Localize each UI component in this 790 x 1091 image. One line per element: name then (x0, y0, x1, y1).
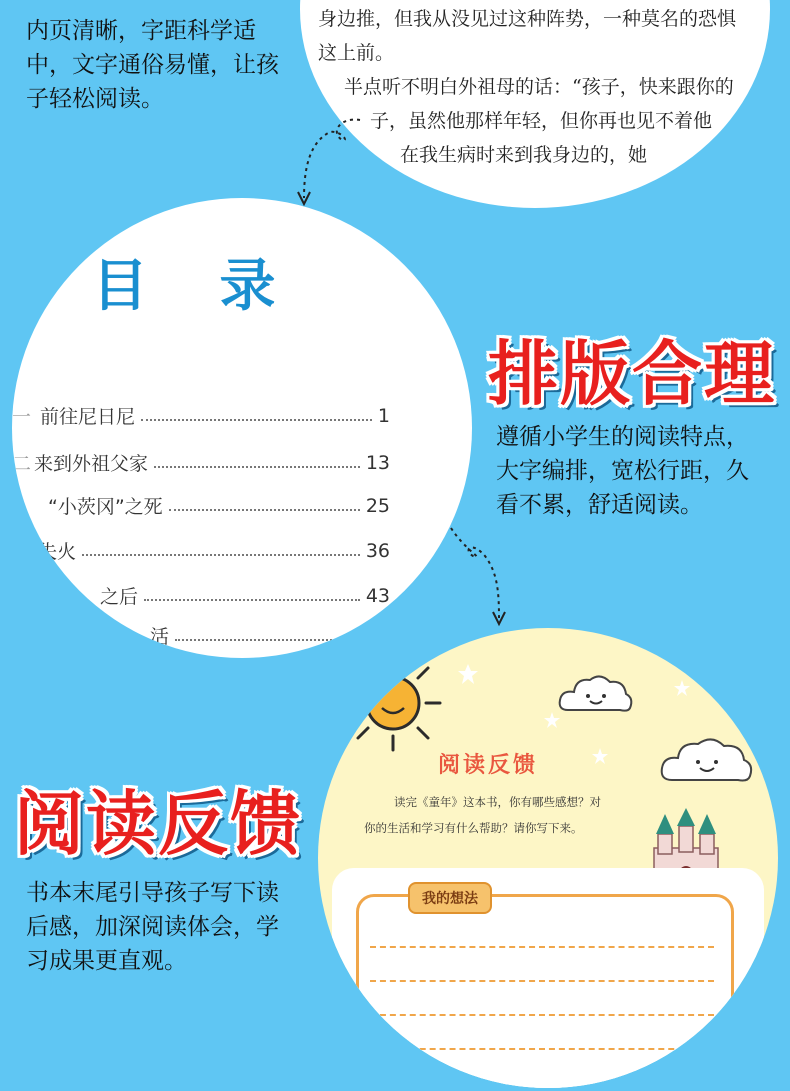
star-icon (544, 712, 560, 728)
toc-row (48, 492, 390, 519)
toc-label: 失火 (38, 541, 77, 563)
writing-line (370, 980, 714, 982)
toc-leader (169, 508, 360, 511)
toc-page: 13 (365, 451, 390, 474)
writing-line (370, 1048, 714, 1050)
sun-icon (338, 648, 448, 758)
story-line: 半点听不明白外祖母的话：“孩子，快来跟你的 (344, 76, 734, 98)
toc-circle (12, 198, 472, 658)
feedback-headline: 阅读反馈 (14, 783, 302, 865)
layout-description: 遵循小学生的阅读特点， 大字编排，宽松行距，久 看不累，舒适阅读。 (496, 424, 749, 518)
toc-title: 目 录 (92, 254, 302, 319)
toc-label: 来到外祖父家 (34, 453, 149, 475)
feedback-prompt: 读完《童年》这本书，你有哪些感想？对 (394, 795, 601, 809)
toc-row (150, 622, 350, 649)
toc-leader (82, 553, 360, 556)
toc-page: 25 (365, 494, 390, 517)
feedback-page-title: 阅读反馈 (438, 753, 539, 778)
story-line: 子，虽然他那样年轻，但你再也见不着他 (370, 110, 713, 132)
toc-leader (154, 465, 360, 468)
toc-prefix: 一 (12, 406, 32, 428)
toc-page: 36 (365, 539, 390, 562)
feedback-page-circle (318, 628, 778, 1088)
toc-label: 前往尼日尼 (40, 406, 136, 428)
toc-row (100, 582, 390, 609)
writing-box (356, 894, 734, 1088)
story-line: 身边推，但我从没见过这种阵势，一种莫名的恐惧 (318, 8, 737, 30)
my-thoughts-tag: 我的想法 (408, 882, 492, 914)
toc-label: 活 (150, 626, 170, 648)
intro-text: 内页清晰，字距科学适 中，文字通俗易懂，让孩 子轻松阅读。 (26, 18, 279, 112)
toc-prefix: 二 (12, 453, 32, 475)
cloud-icon (556, 668, 636, 718)
toc-leader (144, 598, 360, 601)
story-line: 这上前。 (318, 42, 395, 64)
star-icon (674, 680, 690, 696)
toc-label: “小茨冈”之死 (48, 496, 163, 518)
feedback-prompt: 你的生活和学习有什么帮助？请你写下来。 (364, 821, 583, 835)
story-line: 在我生病时来到我身边的，她 (400, 144, 648, 166)
cloud-icon (658, 730, 758, 790)
toc-page: 43 (365, 584, 390, 607)
toc-leader (175, 638, 344, 641)
toc-page: 1 (377, 404, 390, 427)
writing-line (370, 946, 714, 948)
star-icon (592, 748, 608, 764)
dotted-arrow-2 (445, 520, 525, 630)
toc-leader (141, 418, 372, 421)
feedback-description: 书本末尾引导孩子写下读 后感，加深阅读体会，学 习成果更直观。 (26, 880, 279, 974)
star-icon (458, 664, 478, 684)
toc-row (12, 402, 390, 429)
toc-row (38, 537, 390, 564)
toc-row (12, 449, 390, 476)
toc-label: 之后 (100, 586, 139, 608)
dotted-arrow-1 (290, 112, 380, 212)
layout-headline: 排版合理 (488, 333, 776, 415)
writing-line (370, 1014, 714, 1016)
